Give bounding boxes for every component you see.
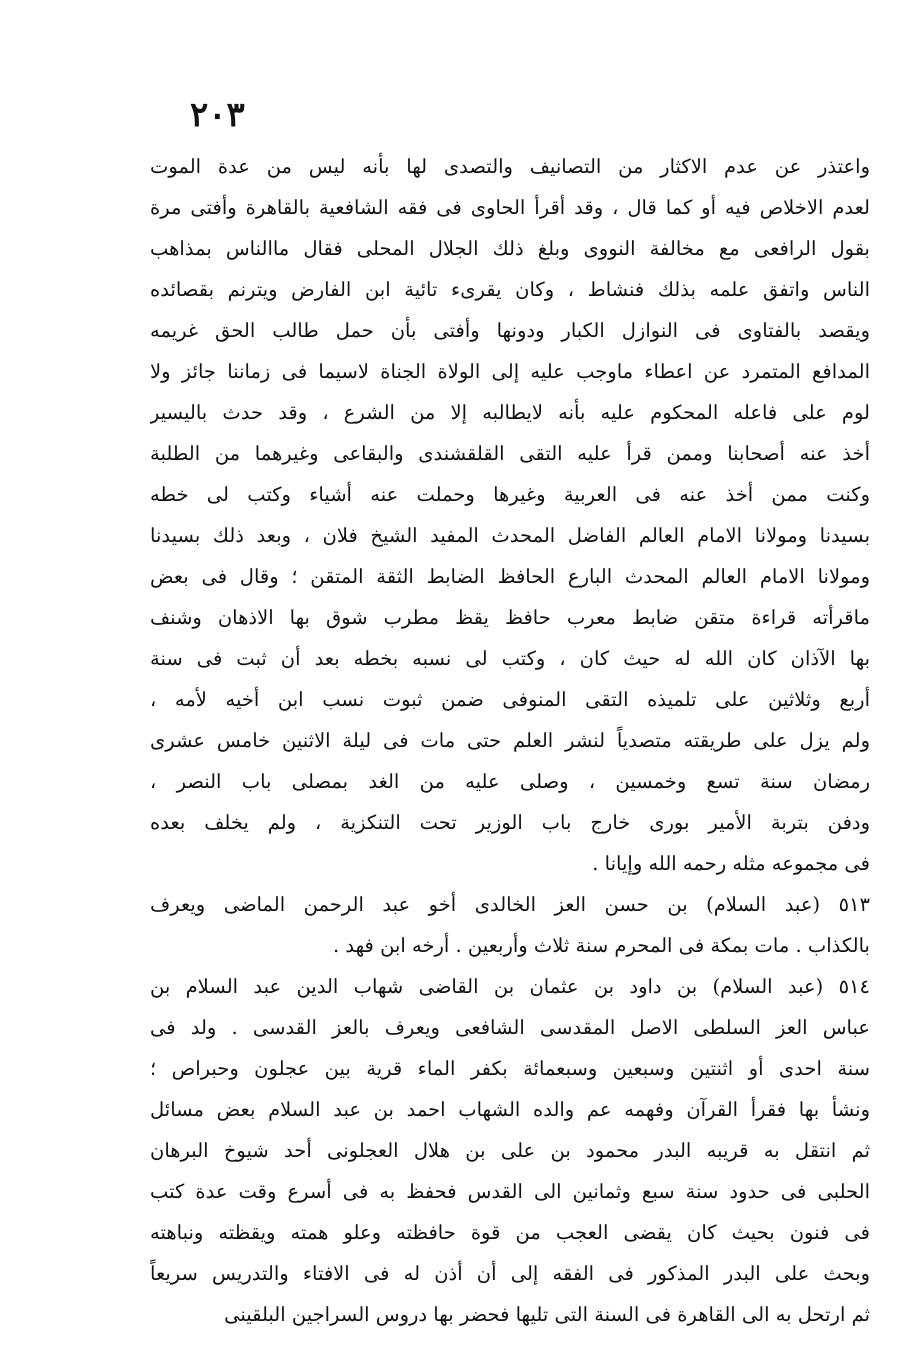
text-line: ونشأ بها فقرأ القرآن وفهمه عم والده الشهاب احمد بن عبد السلام بعض مسائل xyxy=(150,1098,870,1121)
text-line: الناس واتفق علمه بذلك فنشاط ، وكان يقرىء تائية ابن الفارض ويترنم بقصائده xyxy=(150,278,870,301)
text-line: ومولانا الامام العالم المحدث البارع الحافظ الضابط الثقة المتقن ؛ وقال فى بعض xyxy=(150,565,870,588)
text-line: ودفن بتربة الأمير بورى خارج باب الوزير تحت التنكزية ، ولم يخلف بعده xyxy=(150,811,870,834)
text-line: أخذ عنه أصحابنا وممن قرأ عليه التقى القلقشندى والبقاعى وغيرهما من الطلبة xyxy=(150,442,870,465)
text-line: المدافع المتمرد عن اعطاء ماوجب عليه إلى الولاة الجناة لاسيما فى زماننا جائز ولا xyxy=(150,360,870,383)
text-line: ولم يزل على طريقته متصدياً لنشر العلم حتى مات فى ليلة الاثنين خامس عشرى xyxy=(150,729,870,752)
text-line: فى فنون بحيث كان يقضى العجب من قوة حافظته وعلو همته ويقظته ونباهته xyxy=(150,1221,870,1244)
text-line: بسيدنا ومولانا الامام العالم الفاضل المحدث المفيد الشيخ فلان ، وبعد ذلك بسيدنا xyxy=(150,524,870,547)
text-line: لوم على فاعله المحكوم عليه بأنه لايطالبه إلا من الشرع ، وقد حدث باليسير xyxy=(150,401,870,424)
text-line: سنة احدى أو اثنتين وسبعين وسبعمائة بكفر الماء قرية بين عجلون وحبراص ؛ xyxy=(150,1057,870,1080)
text-line: واعتذر عن عدم الاكثار من التصانيف والتصدى لها بأنه ليس من عدة الموت xyxy=(150,155,870,178)
page-number: ٢٠٣ xyxy=(190,95,245,135)
text-line: الحلبى فى حدود سنة سبع وثمانين الى القدس فحفظ به فى أسرع وقت عدة كتب xyxy=(150,1180,870,1203)
text-line: ثم ارتحل به الى القاهرة فى السنة التى تليها فحضر بها دروس السراجين البلقينى xyxy=(224,1303,870,1326)
text-line: بها الآذان كان الله له حيث كان ، وكتب لى نسبه بخطه بعد أن ثبت فى سنة xyxy=(150,647,870,670)
text-line: وبحث على البدر المذكور فى الفقه إلى أن أذن له فى الافتاء والتدريس سريعاً xyxy=(150,1262,870,1285)
text-line: فى مجموعه مثله رحمه الله وإيانا . xyxy=(592,852,870,875)
text-line: أربع وثلاثين على تلميذه التقى المنوفى ضمن ثبوت نسب ابن أخيه لأمه ، xyxy=(150,688,870,711)
text-line: ثم انتقل به قريبه البدر محمود بن على بن هلال العجلونى أحد شيوخ البرهان xyxy=(150,1139,870,1162)
body-text xyxy=(150,146,870,1335)
text-line: بقول الرافعى مع مخالفة النووى وبلغ ذلك الجلال المحلى فقال ماالناس بمذاهب xyxy=(150,237,870,260)
text-line: بالكذاب . مات بمكة فى المحرم سنة ثلاث وأربعين . أرخه ابن فهد . xyxy=(332,934,870,957)
text-line: رمضان سنة تسع وخمسين ، وصلى عليه من الغد بمصلى باب النصر ، xyxy=(150,770,870,793)
text-line: لعدم الاخلاص فيه أو كما قال ، وقد أقرأ الحاوى فى فقه الشافعية بالقاهرة وأفتى مرة xyxy=(150,196,870,219)
text-line: عباس العز السلطى الاصل المقدسى الشافعى ويعرف بالعز القدسى . ولد فى xyxy=(150,1016,870,1039)
text-line: ماقرأته قراءة متقن ضابط معرب حافظ يقظ مطرب شوق بها الاذهان وشنف xyxy=(150,606,870,629)
text-line: وكنت ممن أخذ عنه فى العربية وغيرها وحملت عنه أشياء وكتب لى خطه xyxy=(150,483,870,506)
text-line: ٥١٣ (عبد السلام) بن حسن العز الخالدى أخو عبد الرحمن الماضى ويعرف xyxy=(150,893,870,916)
text-line: ويقصد بالفتاوى فى النوازل الكبار ودونها وأفتى بأن حمل طالب الحق غريمه xyxy=(150,319,870,342)
text-line: ٥١٤ (عبد السلام) بن داود بن عثمان بن القاضى شهاب الدين عبد السلام بن xyxy=(150,975,870,998)
